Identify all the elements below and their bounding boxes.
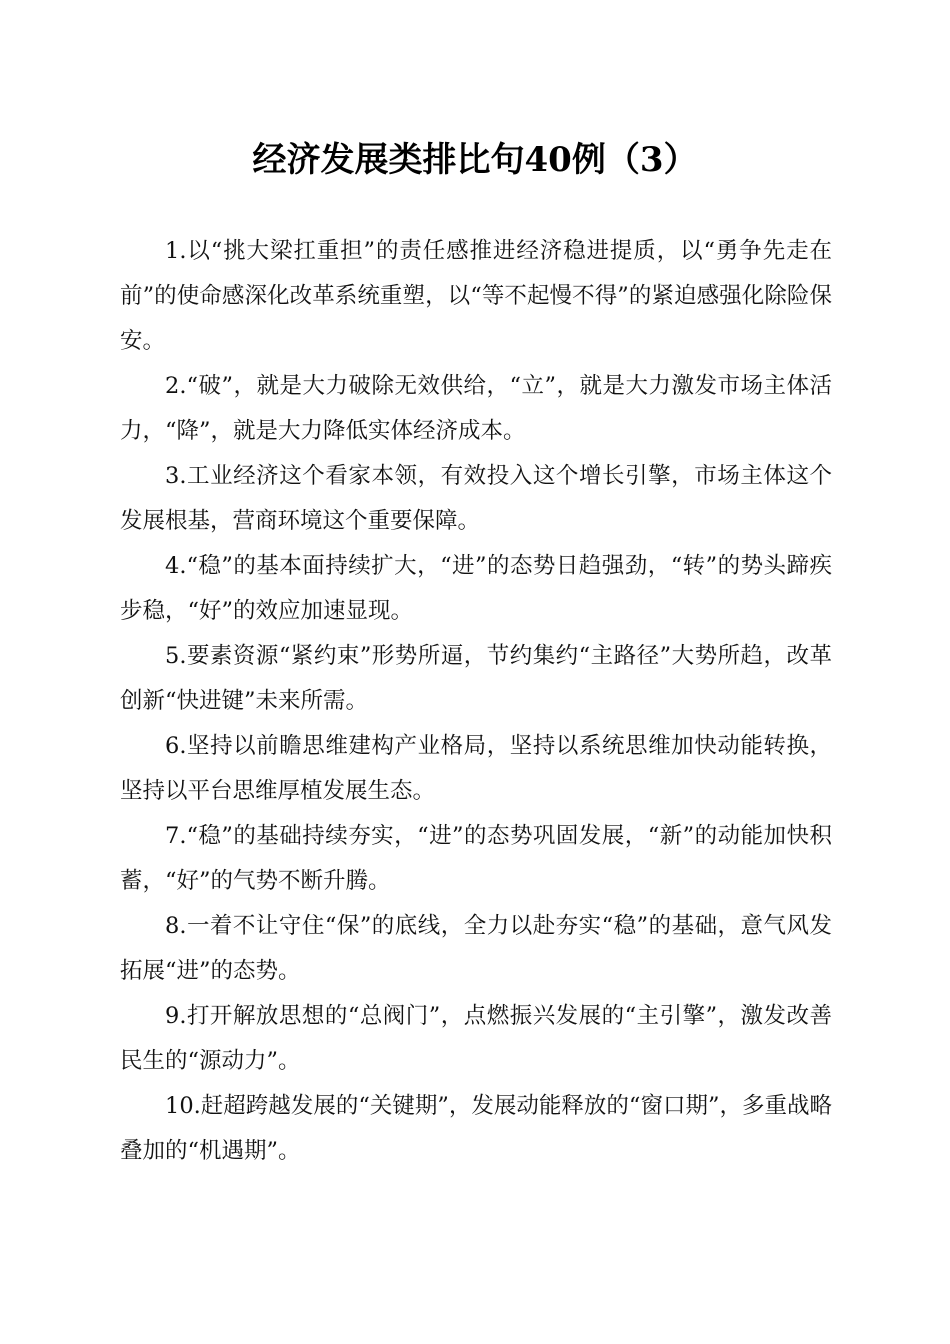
paragraph-9: 9.打开解放思想的“总阀门”，点燃振兴发展的“主引擎”，激发改善民生的“源动力”。	[120, 1003, 832, 1074]
paragraph-2: 2.“破”，就是大力破除无效供给，“立”，就是大力激发市场主体活力，“降”，就是大力降低实体经济成本。	[120, 373, 832, 444]
paragraph-4: 4.“稳”的基本面持续扩大，“进”的态势日趋强劲，“转”的势头蹄疾步稳，“好”的效应加速显现。	[120, 553, 832, 624]
paragraph-6: 6.坚持以前瞻思维建构产业格局，坚持以系统思维加快动能转换，坚持以平台思维厚植发展生态。	[120, 733, 832, 804]
paragraph-3: 3.工业经济这个看家本领，有效投入这个增长引擎，市场主体这个发展根基，营商环境这个重要保障。	[120, 463, 832, 534]
document-body	[120, 229, 832, 1174]
document-title: 经济发展类排比句40例（3）	[252, 140, 698, 180]
paragraph-1: 1.以“挑大梁扛重担”的责任感推进经济稳进提质，以“勇争先走在前”的使命感深化改革系统重塑，以“等不起慢不得”的紧迫感强化除险保安。	[120, 238, 832, 354]
paragraph-5: 5.要素资源“紧约束”形势所逼，节约集约“主路径”大势所趋，改革创新“快进键”未来所需。	[120, 643, 832, 714]
paragraph-8: 8.一着不让守住“保”的底线，全力以赴夯实“稳”的基础，意气风发拓展“进”的态势。	[120, 913, 832, 984]
paragraph-7: 7.“稳”的基础持续夯实，“进”的态势巩固发展，“新”的动能加快积蓄，“好”的气势不断升腾。	[120, 823, 832, 894]
paragraph-10: 10.赶超跨越发展的“关键期”，发展动能释放的“窗口期”，多重战略叠加的“机遇期”。	[120, 1093, 832, 1164]
